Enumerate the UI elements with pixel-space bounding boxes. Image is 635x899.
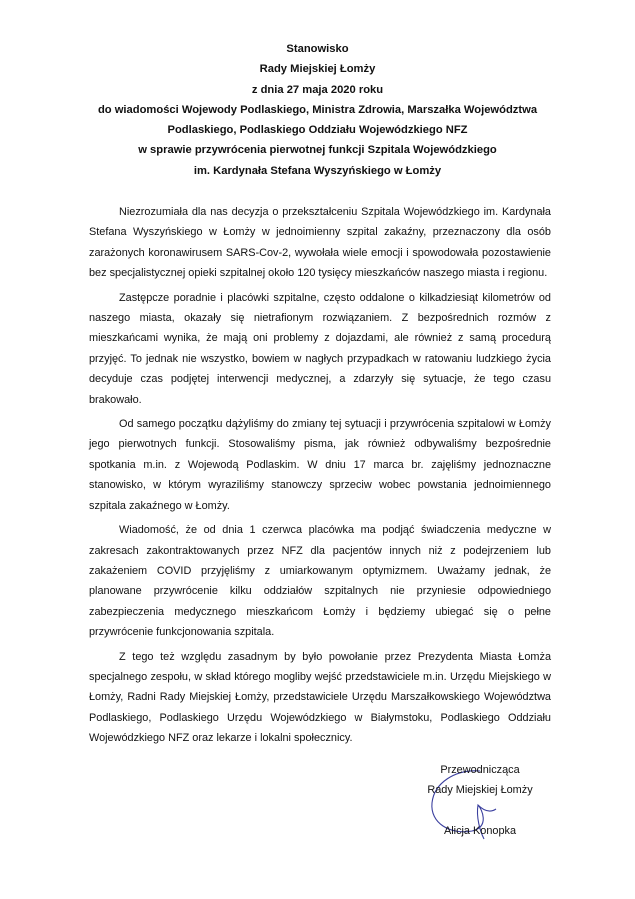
signature-organization: Rady Miejskiej Łomży: [427, 784, 533, 797]
paragraph-3: Od samego początku dążyliśmy do zmiany tej sytuacji i przywrócenia szpitalowi w Łomży jego pierwotnych funkcji. Stosowaliśmy pisma, jak również odbywaliśmy bezpośrednie spotkania m.in. z Wojewodą Podlaskim. W dniu 17 marca br. zajęliśmy jednoznaczne stanowisko, w którym wyraziliśmy stanowczy sprzeciw wobec powstania jednoimiennego szpitala zakaźnego w Łomży.: [89, 418, 551, 512]
signature-name: Alicja Konopka: [443, 824, 517, 837]
document-header: [40, 39, 595, 181]
signature-title: Przewodnicząca: [440, 764, 520, 776]
paragraph-5: Z tego też względu zasadnym by było powołanie przez Prezydenta Miasta Łomża specjalnego zespołu, w skład którego mogliby wejść przedstawiciele m.in. Urzędu Miejskiego w Łomży, Radni Rady Miejskiej Łomży, przedstawiciele Urzędu Marszałkowskiego Województwa Podlaskiego, Podlaskiego Urzędu Wojewódzkiego w Białymstoku, Podlaskiego Oddziału Wojewódzkiego NFZ oraz lekarze i lokalni społecznicy.: [89, 650, 551, 745]
header-line-date: z dnia 27 maja 2020 roku: [251, 83, 384, 96]
header-line-title: Stanowisko: [286, 43, 349, 55]
signature-block: [410, 760, 550, 841]
document-body: [89, 202, 551, 753]
header-line-addressees-2: Podlaskiego, Podlaskiego Oddziału Wojewódzkiego NFZ: [167, 124, 468, 137]
header-line-subject-1: w sprawie przywrócenia pierwotnej funkcji Szpitala Wojewódzkiego: [138, 144, 497, 157]
paragraph-4: Wiadomość, że od dnia 1 czerwca placówka ma podjąć świadczenia medyczne w zakresach zakontraktowanych przez NFZ dla pacjentów innych niż z podejrzeniem lub zakażeniem COVID przyjęliśmy z umiarkowanym optymizmem. Uważamy jednak, że planowane przywrócenie kilku oddziałów szpitalnych nie przyniesie odpowiedniego zabezpieczenia medycznego mieszkańcom Łomży i będziemy ubiegać się o pełne przywrócenie funkcjonowania szpitala.: [89, 524, 551, 639]
header-line-addressees-1: do wiadomości Wojewody Podlaskiego, Ministra Zdrowia, Marszałka Województwa: [97, 103, 538, 116]
header-line-subject-2: im. Kardynała Stefana Wyszyńskiego w Łomży: [193, 164, 442, 177]
paragraph-2: Zastępcze poradnie i placówki szpitalne, często oddalone o kilkadziesiąt kilometrów od naszego miasta, okazały się nietrafionym rozwiązaniem. Z bezpośrednich rozmów z mieszkańcami wynika, że mają oni problemy z dojazdami, ale również z samą procedurą przyjęć. To jednak nie wszystko, bowiem w nagłych przypadkach w ratowaniu ludzkiego życia decyduje czas podjętej interwencji medycznej, a zdarzyły się sytuacje, że tego czasu brakowało.: [89, 291, 551, 406]
header-line-council: Rady Miejskiej Łomży: [259, 63, 376, 76]
paragraph-1: Niezrozumiała dla nas decyzja o przekształceniu Szpitala Wojewódzkiego im. Kardynała Stefana Wyszyńskiego w Łomży w jednoimienny szpital zakaźny, przeznaczony dla osób zarażonych koronawirusem SARS-Cov-2, wywołała wiele emocji i spowodowała pozostawienie bez specjalistycznej opieki szpitalnej około 120 tysięcy mieszkańców naszego miasta i regionu.: [89, 206, 551, 280]
